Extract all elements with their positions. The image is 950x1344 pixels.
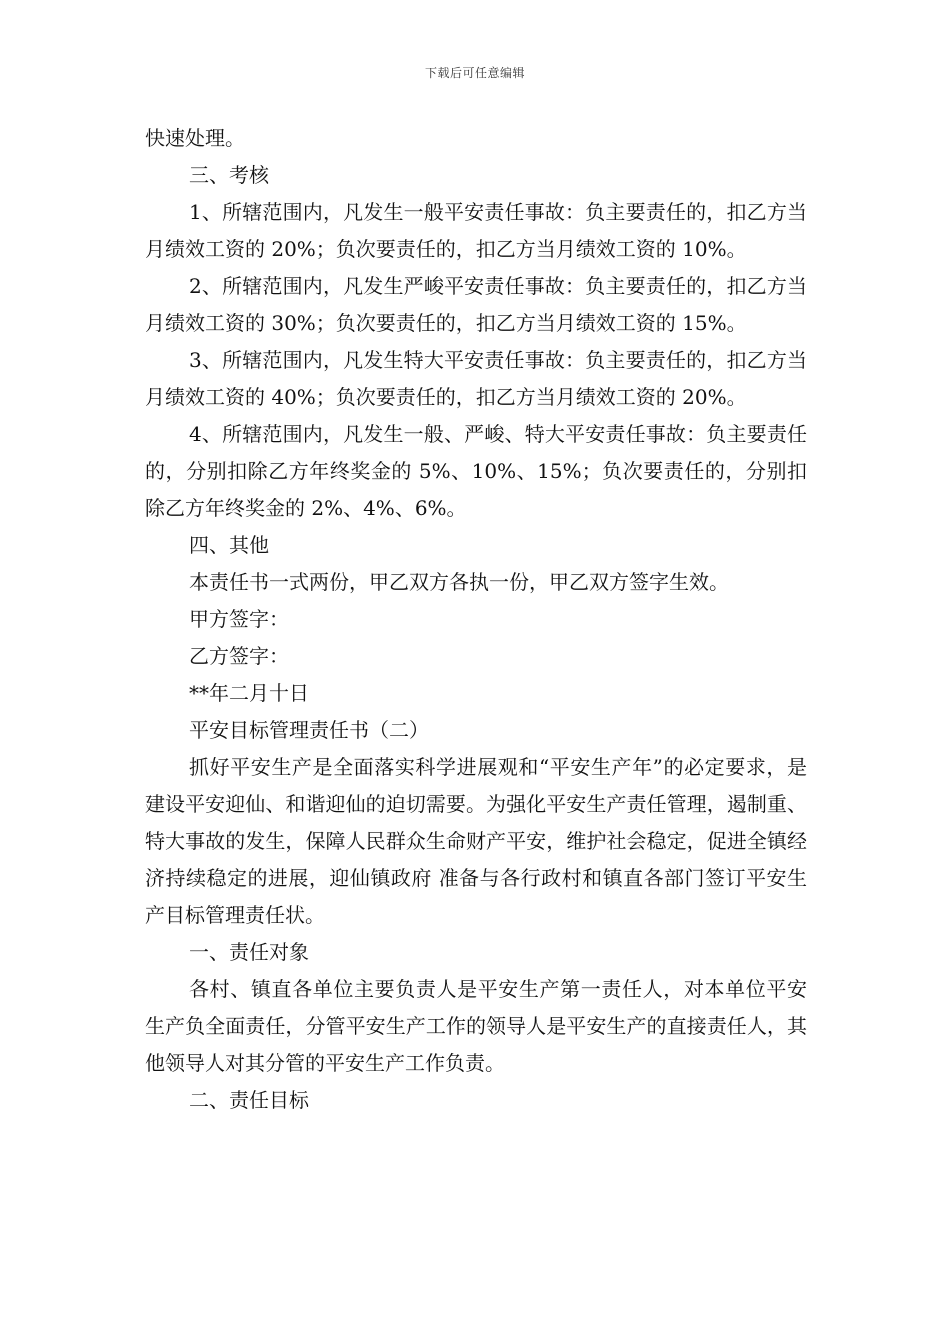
assessment-item-3: 3、所辖范围内，凡发生特大平安责任事故：负主要责任的，扣乙方当月绩效工资的 40%；负次要责任的，扣乙方当月绩效工资的 20%。 <box>145 348 807 409</box>
assessment-item-2: 2、所辖范围内，凡发生严峻平安责任事故：负主要责任的，扣乙方当月绩效工资的 30%；负次要责任的，扣乙方当月绩效工资的 15%。 <box>145 274 807 335</box>
assessment-item-4: 4、所辖范围内，凡发生一般、严峻、特大平安责任事故：负主要责任的，分别扣除乙方年终奖金的 5%、10%、15%；负次要责任的，分别扣除乙方年终奖金的 2%、4%、6%。 <box>145 422 807 520</box>
section-heading-responsibility-target: 一、责任对象 <box>189 940 309 964</box>
party-b-signature: 乙方签字： <box>189 644 289 668</box>
party-a-signature: 甲方签字： <box>189 607 289 631</box>
intro-paragraph: 抓好平安生产是全面落实科学进展观和“平安生产年”的必定要求，是建设平安迎仙、和谐迎仙的迫切需要。为强化平安生产责任管理，遏制重、特大事故的发生，保障人民群众生命财产平安，维护社会稳定，促进全镇经济持续稳定的进展，迎仙镇政府 准备与各行政村和镇直各部门签订平安生产目标管理责任状。 <box>145 755 807 927</box>
section-heading-responsibility-goal: 二、责任目标 <box>189 1088 309 1112</box>
responsibility-paragraph: 各村、镇直各单位主要负责人是平安生产第一责任人，对本单位平安生产负全面责任，分管平安生产工作的领导人是平安生产的直接责任人，其他领导人对其分管的平安生产工作负责。 <box>145 977 807 1075</box>
section-heading-assessment: 三、考核 <box>189 163 269 187</box>
section-heading-other: 四、其他 <box>189 533 269 557</box>
other-clause: 本责任书一式两份，甲乙双方各执一份，甲乙双方签字生效。 <box>189 570 729 594</box>
assessment-item-1: 1、所辖范围内，凡发生一般平安责任事故：负主要责任的，扣乙方当月绩效工资的 20%；负次要责任的，扣乙方当月绩效工资的 10%。 <box>145 200 807 261</box>
document-date: **年二月十日 <box>189 681 309 705</box>
document-body <box>145 120 807 1119</box>
paragraph-continuation: 快速处理。 <box>145 126 245 150</box>
document-title-two: 平安目标管理责任书（二） <box>189 718 429 742</box>
page-header: 下载后可任意编辑 <box>424 66 525 80</box>
